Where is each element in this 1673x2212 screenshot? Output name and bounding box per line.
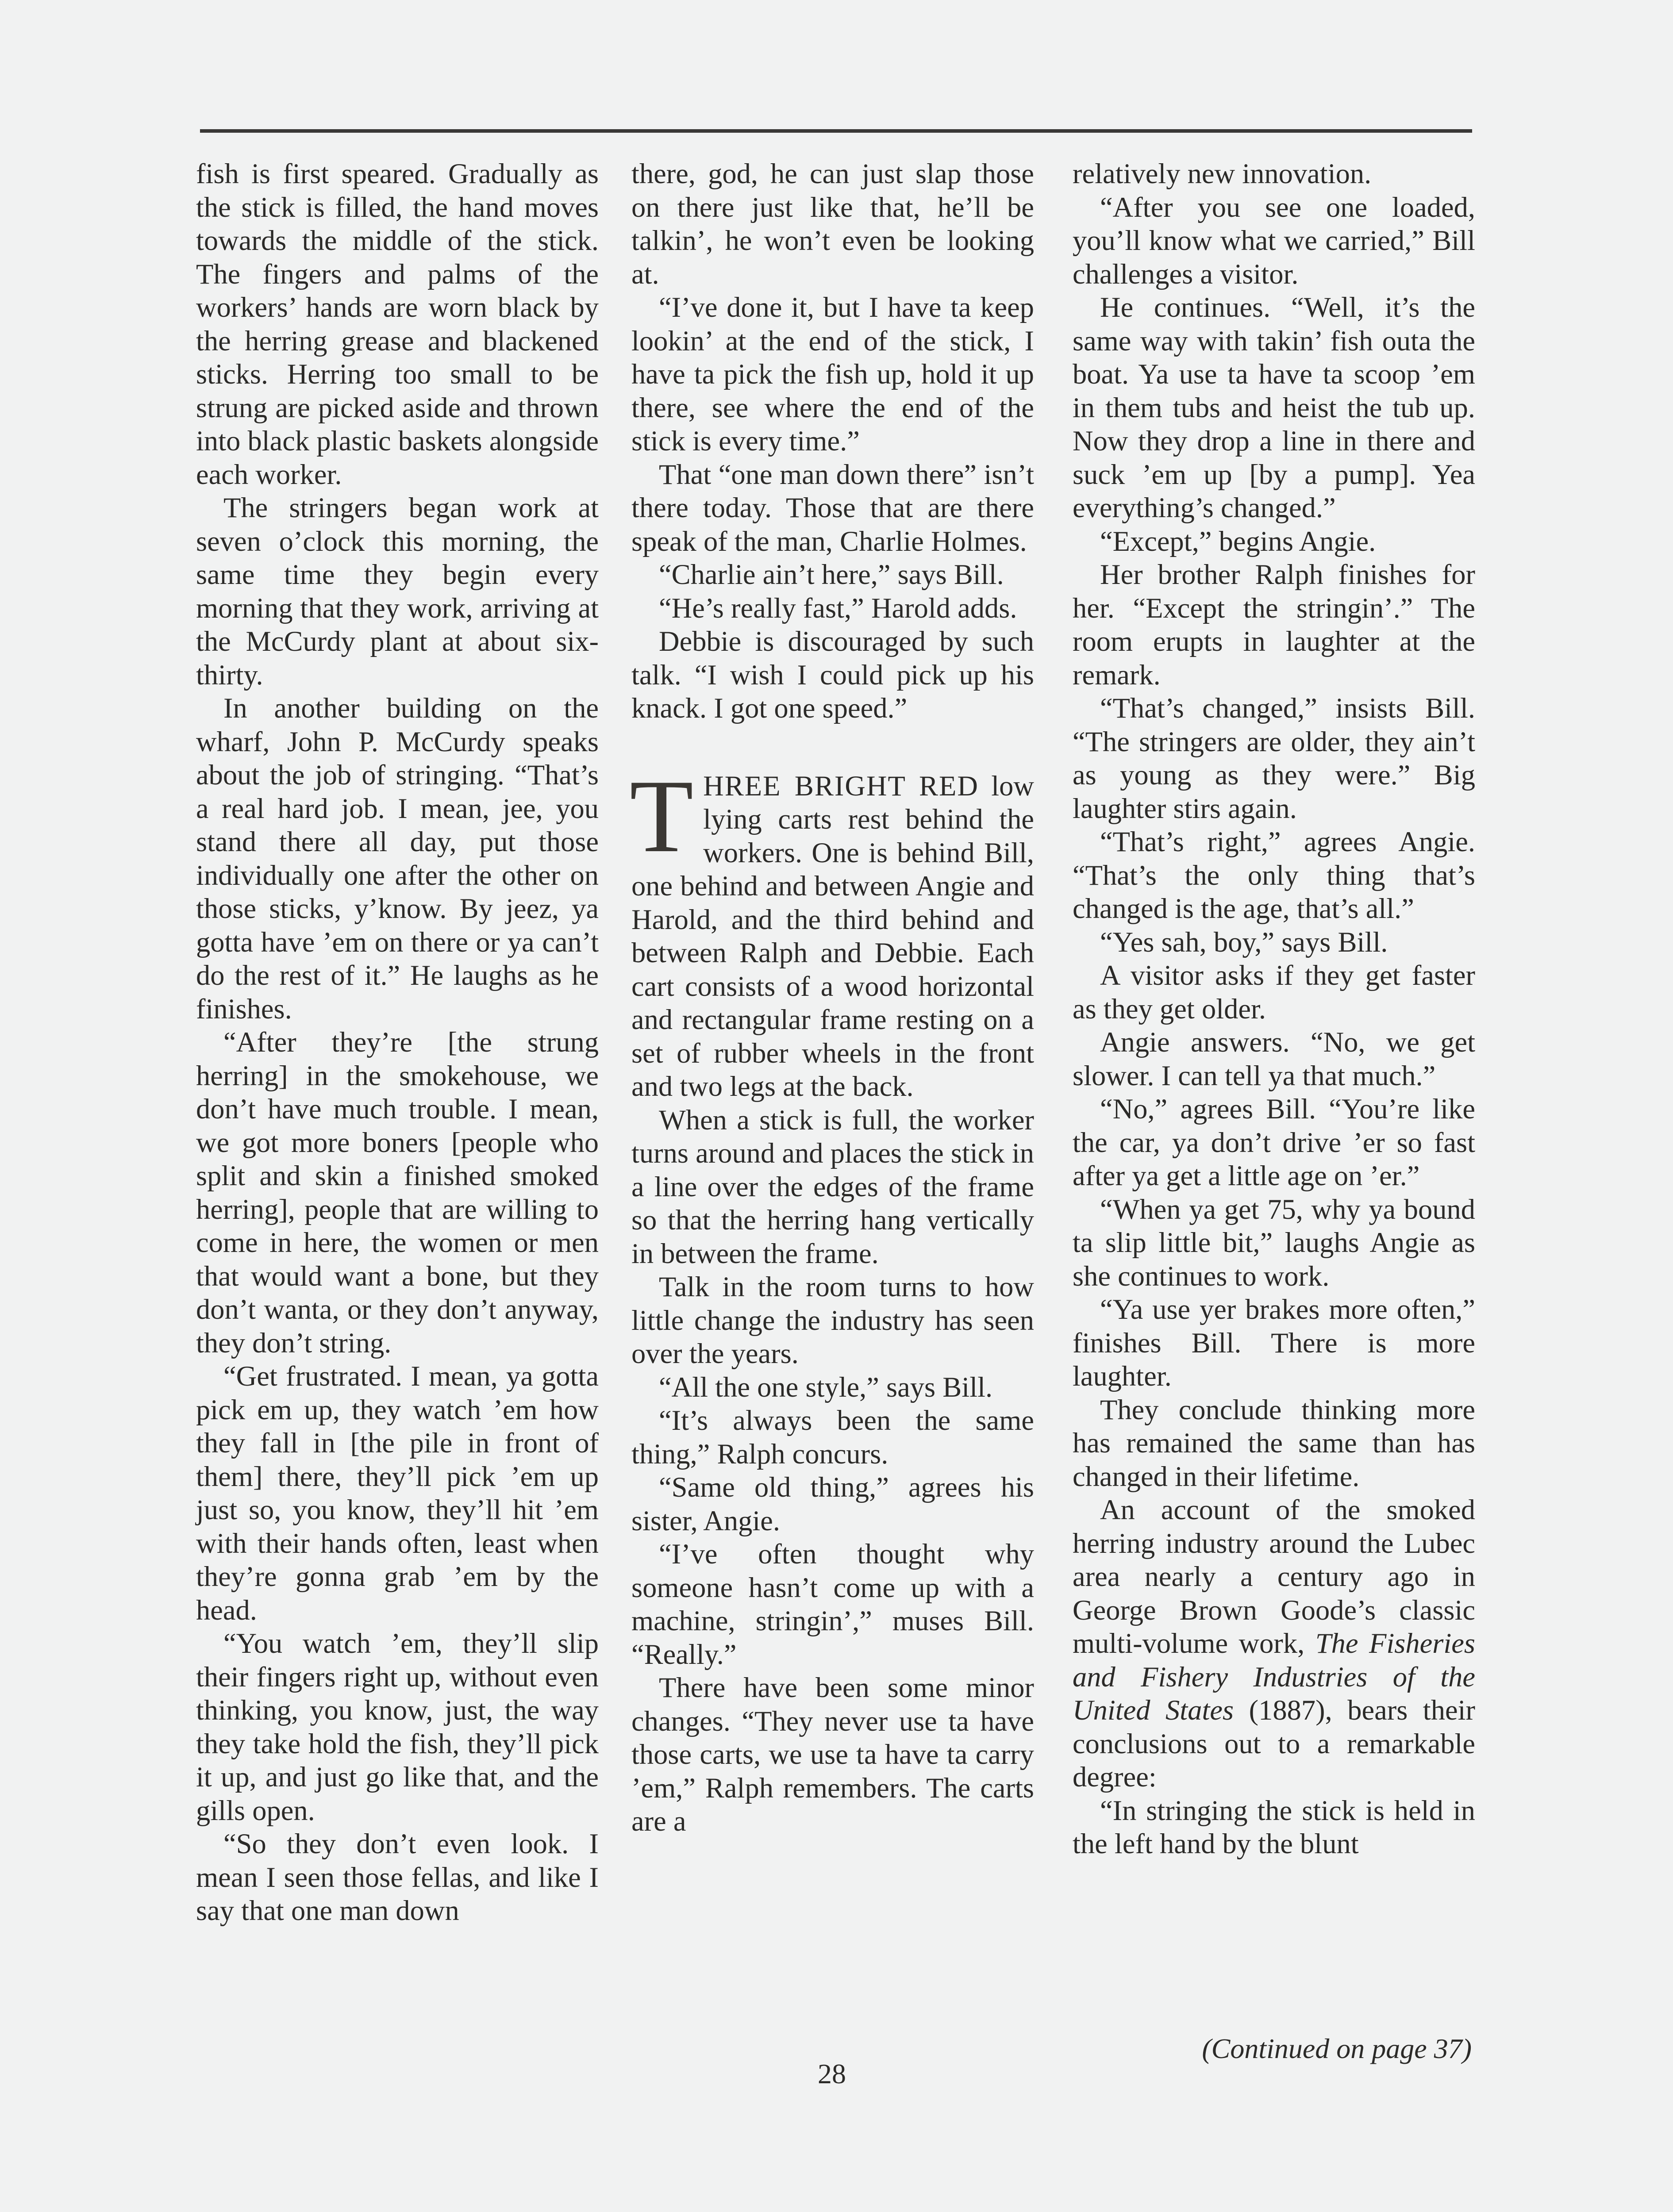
paragraph xyxy=(196,1627,599,1827)
paragraph-text: “That’s changed,” insists Bill. “The stringers are older, they ain’t as young as they were.” Big laughter stirs again. xyxy=(1073,692,1475,824)
paragraph xyxy=(196,157,599,491)
paragraph xyxy=(1073,558,1475,691)
paragraph-text: “Except,” begins Angie. xyxy=(1100,525,1376,557)
paragraph-text: “No,” agrees Bill. “You’re like the car, ya don’t drive ’er so fast after ya get a little age on ’er.” xyxy=(1073,1093,1475,1191)
paragraph-text: When a stick is full, the worker turns around and places the stick in a line over the edges of the frame so that the herring hang vertically in between the frame. xyxy=(631,1104,1034,1269)
paragraph xyxy=(631,625,1034,725)
paragraph xyxy=(196,491,599,691)
paragraph-text: relatively new innovation. xyxy=(1073,158,1372,189)
paragraph xyxy=(631,1103,1034,1271)
paragraph-text: There have been some minor changes. “They never use ta have those carts, we use ta have ta carry ’em,” Ralph remembers. The carts are a xyxy=(631,1672,1034,1837)
paragraph-text: “So they don’t even look. I mean I seen those fellas, and like I say that one man down xyxy=(196,1828,599,1926)
paragraph xyxy=(1073,1493,1475,1794)
paragraph-text: fish is first speared. Gradually as the stick is filled, the hand moves towards the middle of the stick. The fingers and palms of the workers’ hands are worn black by the herring grease and blackened sticks. Herring too small to be strung are picked aside and thrown into black plastic baskets alongside each worker. xyxy=(196,158,599,490)
paragraph-text: “He’s really fast,” Harold adds. xyxy=(659,592,1017,624)
column-3 xyxy=(1073,157,1475,1861)
paragraph xyxy=(1073,1293,1475,1393)
paragraph-text: “You watch ’em, they’ll slip their fingers right up, without even thinking, you know, just, the way they take hold the fish, they’ll pick it up, and just go like that, and the gills open. xyxy=(196,1628,599,1826)
paragraph-text: Her brother Ralph finishes for her. “Except the stringin’.” The room erupts in laughter at the remark. xyxy=(1073,559,1475,691)
paragraph-text: He continues. “Well, it’s the same way with takin’ fish outa the boat. Ya use ta have ta scoop ’em in them tubs and heist the tub up. Now they drop a line in there and suck ’em up [by a pump]. Yea everything’s changed.” xyxy=(1073,292,1475,523)
paragraph xyxy=(631,1471,1034,1537)
dropcap-paragraph xyxy=(630,758,1034,1103)
continued-note: (Continued on page 37) xyxy=(1202,2033,1472,2064)
paragraph-text: “I’ve often thought why someone hasn’t come up with a machine, stringin’,” muses Bill. “Really.” xyxy=(631,1538,1034,1670)
paragraph xyxy=(1073,959,1475,1025)
paragraph xyxy=(1073,291,1475,525)
paragraph-text: there, god, he can just slap those on there just like that, he’ll be talkin’, he won’t even be looking at. xyxy=(631,158,1034,290)
paragraph-text: low lying carts rest behind the workers. One is behind Bill, one behind and between Angie and Harold, and the third behind and between Ralph and Debbie. Each cart consists of a wood horizontal and rectangular frame resting on a set of rubber wheels in the front and two legs at the back. xyxy=(631,770,1034,1102)
paragraph-text: That “one man down there” isn’t there today. Those that are there speak of the man, Charlie Holmes. xyxy=(631,458,1034,557)
paragraph xyxy=(631,1537,1034,1671)
paragraph-text: Debbie is discouraged by such talk. “I wish I could pick up his knack. I got one speed.” xyxy=(631,626,1034,724)
paragraph xyxy=(631,591,1034,625)
paragraph-text: A visitor asks if they get faster as they get older. xyxy=(1073,960,1475,1025)
paragraph xyxy=(196,1025,599,1359)
column-1 xyxy=(196,157,599,1928)
paragraph-text: “That’s right,” agrees Angie. “That’s the only thing that’s changed is the age, that’s all.” xyxy=(1073,826,1475,924)
paragraph xyxy=(1073,1794,1475,1861)
top-rule xyxy=(200,129,1472,133)
paragraph-text: Talk in the room turns to how little change the industry has seen over the years. xyxy=(631,1271,1034,1369)
paragraph-text: “It’s always been the same thing,” Ralph concurs. xyxy=(631,1405,1034,1470)
paragraph-text: “Ya use yer brakes more often,” finishes Bill. There is more laughter. xyxy=(1073,1294,1475,1392)
paragraph xyxy=(1073,525,1475,558)
paragraph xyxy=(1073,191,1475,291)
paragraph xyxy=(631,291,1034,458)
paragraph-text: The stringers began work at seven o’clock this morning, the same time they begin every morning that they work, arriving at the McCurdy plant at about six-thirty. xyxy=(196,492,599,691)
paragraph xyxy=(631,1371,1034,1404)
paragraph xyxy=(631,1404,1034,1471)
paragraph xyxy=(196,1827,599,1928)
paragraph xyxy=(631,458,1034,558)
paragraph-text: “Get frustrated. I mean, ya gotta pick em up, they watch ’em how they fall in [the pile in front of them] there, they’ll pick ’em up just so, you know, they’ll hit ’em with their hands often, least when they’re gonna grab ’em by the head. xyxy=(196,1360,599,1626)
paragraph-text: “Charlie ain’t here,” says Bill. xyxy=(659,559,1004,590)
paragraph xyxy=(631,1671,1034,1838)
paragraph-text: “When ya get 75, why ya bound ta slip little bit,” laughs Angie as she continues to work. xyxy=(1073,1193,1475,1292)
paragraph xyxy=(196,1359,599,1627)
dropcap: T xyxy=(630,758,694,874)
paragraph xyxy=(631,157,1034,291)
paragraph xyxy=(631,558,1034,591)
paragraph-text: They conclude thinking more has remained the same than has changed in their lifetime. xyxy=(1073,1394,1475,1492)
paragraph xyxy=(631,1270,1034,1371)
column-2 xyxy=(631,157,1034,1838)
book-title: The Fisheries and Fishery Industries of the United States xyxy=(1073,1628,1475,1726)
paragraph-text: “Same old thing,” agrees his sister, Angie. xyxy=(631,1471,1034,1536)
paragraph xyxy=(1073,926,1475,959)
paragraph-text: “I’ve done it, but I have ta keep lookin’ at the end of the stick, I have ta pick the fish up, hold it up there, see where the end of the stick is every time.” xyxy=(631,292,1034,457)
paragraph xyxy=(1073,691,1475,825)
paragraph xyxy=(1073,1193,1475,1293)
paragraph xyxy=(196,691,599,1025)
page-number: 28 xyxy=(818,2058,846,2089)
paragraph-text: “Yes sah, boy,” says Bill. xyxy=(1100,926,1388,958)
paragraph xyxy=(1073,1393,1475,1494)
paragraph-text: “After they’re [the strung herring] in the smokehouse, we don’t have much trouble. I mean, we got more boners [people who split and skin a finished smoked herring], people that are willing to come in here, the women or men that would want a bone, but they don’t wanta, or they don’t anyway, they don’t string. xyxy=(196,1026,599,1359)
paragraph-text: In another building on the wharf, John P. McCurdy speaks about the job of stringing. “That’s a real hard job. I mean, jee, you stand there all day, put those individually one after the other on those sticks, y’know. By jeez, ya gotta have ’em on there or ya can’t do the rest of it.” He laughs as he finishes. xyxy=(196,692,599,1025)
paragraph xyxy=(1073,1092,1475,1193)
paragraph-text: An account of the smoked herring industry around the Lubec area nearly a century ago in George Brown Goode’s classic multi-volume work, xyxy=(1073,1494,1475,1659)
paragraph xyxy=(1073,157,1475,191)
lead-in-caps: HREE BRIGHT RED xyxy=(703,770,979,802)
paragraph-text: (1887), bears their conclusions out to a remarkable degree: xyxy=(1073,1694,1475,1793)
paragraph xyxy=(1073,1025,1475,1092)
paragraph xyxy=(1073,825,1475,926)
paragraph-text: “In stringing the stick is held in the left hand by the blunt xyxy=(1073,1794,1475,1859)
paragraph-text: “All the one style,” says Bill. xyxy=(659,1371,993,1403)
paragraph-text: “After you see one loaded, you’ll know what we carried,” Bill challenges a visitor. xyxy=(1073,191,1475,290)
paragraph-text: Angie answers. “No, we get slower. I can tell ya that much.” xyxy=(1073,1026,1475,1091)
